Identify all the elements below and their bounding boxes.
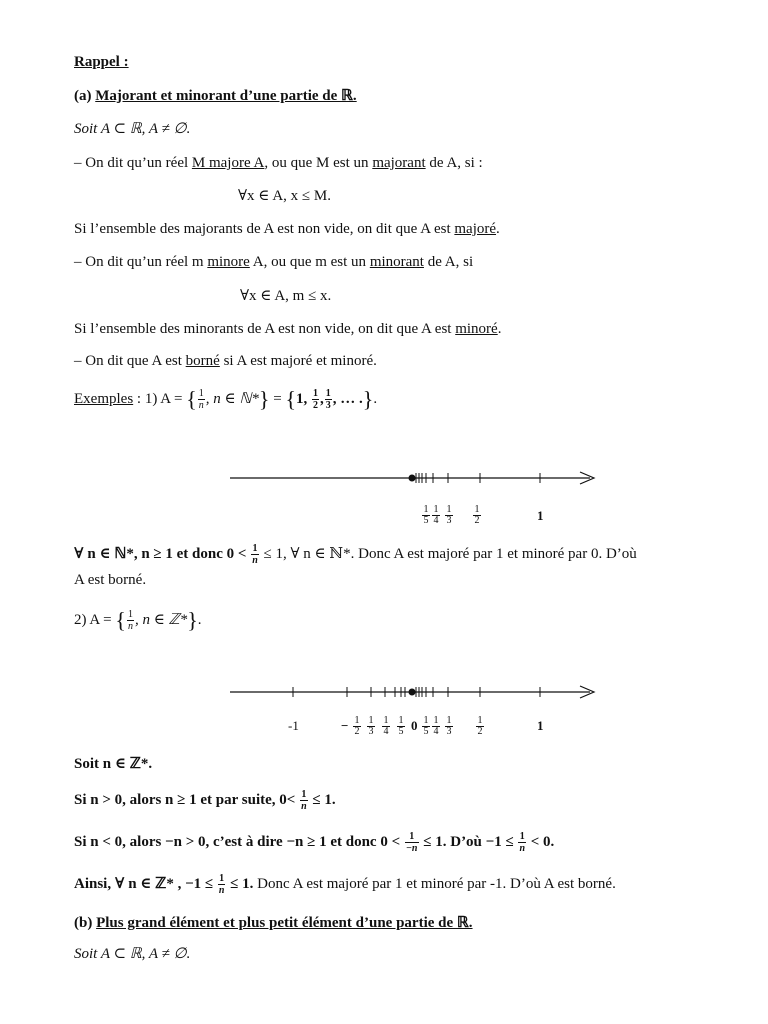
text: ≤ 1, ∀ n ∈ ℕ*. Donc A est majoré par 1 et minoré par 0. D’où xyxy=(259,545,637,562)
text: < 0. xyxy=(527,833,555,850)
fraction-1-n: $\frac{1}{n}$ xyxy=(301,789,307,812)
axis2-label-zero: 0 xyxy=(411,718,418,733)
set-condition: , n ∈ ℕ* xyxy=(205,390,259,407)
minore-conclusion xyxy=(74,319,501,339)
section-a-text: Majorant et minorant d’une partie de ℝ. xyxy=(95,88,357,104)
period: . xyxy=(197,611,202,628)
axis2-label-1-5: 1 5 xyxy=(423,715,429,737)
axis1-label-1-5: 1 5 xyxy=(423,504,429,526)
term-m-majore-a: M majore A xyxy=(191,155,265,171)
equals: = xyxy=(269,390,286,407)
text: Ainsi, ∀ n ∈ ℤ* , −1 ≤ xyxy=(74,875,217,892)
text: ∀ n ∈ ℕ*, n ≥ 1 et donc 0 < xyxy=(74,545,251,562)
soit-last: Soit A ⊂ ℝ, A ≠ ∅. xyxy=(74,946,191,962)
text: – On dit qu’un réel m xyxy=(74,254,208,270)
example-2 xyxy=(74,609,202,632)
brace-open: { xyxy=(186,386,197,412)
axis2-label-neg-one: -1 xyxy=(288,718,299,733)
axis2-label-neg-1-5: 1 5 xyxy=(398,715,404,737)
brace-close-2: } xyxy=(362,386,374,412)
case-positive xyxy=(74,789,336,812)
section-a-title xyxy=(74,86,357,106)
axis2-label-1-2: 1 2 xyxy=(477,715,483,737)
axis2-label-one: 1 xyxy=(537,718,544,733)
example-1-proof xyxy=(74,543,637,566)
axis1-label-1-3: 1 3 xyxy=(446,504,452,526)
text: Si l’ensemble des majorants de A est non vide, on dit que A est xyxy=(74,221,455,237)
fraction-1-n: $\frac{1}{n}$ xyxy=(519,831,525,854)
axis1-label-1-2: 1 2 xyxy=(474,504,480,526)
brace-open: { xyxy=(115,607,126,633)
text: : 1) A = xyxy=(133,390,187,407)
ainsi-conclusion xyxy=(74,873,616,896)
fraction-1-n: $\frac{1}{n}$ xyxy=(127,609,133,632)
brace-close: } xyxy=(258,386,270,412)
origin-dot-2 xyxy=(409,689,416,696)
term-exemples: Exemples xyxy=(74,390,134,407)
axis-arrow-2 xyxy=(580,686,594,698)
text: A, ou que m est un xyxy=(249,254,370,270)
list-one: 1, xyxy=(296,390,311,407)
majore-definition xyxy=(74,153,483,173)
axis2-label-neg-1-3: 1 3 xyxy=(368,715,374,737)
fraction-1-n: $\frac{1}{n}$ xyxy=(218,873,225,896)
text: Donc A est majoré par 1 et minoré par -1. D’où A est borné. xyxy=(253,875,616,892)
case-negative xyxy=(74,831,554,854)
text: de A, si : xyxy=(425,155,483,171)
term-minore: minore xyxy=(207,254,250,270)
fraction-half: $\frac{1}{2}$ xyxy=(313,388,318,411)
text: , ou que M est un xyxy=(264,155,373,171)
fraction-1-n: $\frac{1}{n}$ xyxy=(198,388,204,411)
axis2-minus: − xyxy=(341,718,349,733)
text: Si l’ensemble des minorants de A est non vide, on dit que A est xyxy=(74,321,456,337)
text: Si n > 0, alors n ≥ 1 et par suite, 0< xyxy=(74,791,300,808)
axis2-label-neg-1-2: 1 2 xyxy=(354,715,360,737)
minore-formula: ∀x ∈ A, m ≤ x. xyxy=(240,288,332,304)
term-minorant: minorant xyxy=(369,254,424,270)
text: ≤ 1. xyxy=(308,791,336,808)
list-end: , … . xyxy=(332,390,363,407)
term-minore-adj: minoré xyxy=(455,321,498,337)
axis1-label-1-4: 1 4 xyxy=(433,504,439,526)
term-majorant: majorant xyxy=(372,155,426,171)
text: – On dit qu’un réel xyxy=(74,155,192,171)
soit-line: Soit A ⊂ ℝ, A ≠ ∅. xyxy=(74,121,191,137)
brace-open-2: { xyxy=(285,386,296,412)
term-majore: majoré xyxy=(454,221,497,237)
majore-formula: ∀x ∈ A, x ≤ M. xyxy=(238,188,331,204)
period: . xyxy=(373,390,378,407)
section-b-text: Plus grand élément et plus petit élément d’une partie de ℝ. xyxy=(96,915,473,931)
text: Si n < 0, alors −n > 0, c’est à dire −n ≥ 1 et donc 0 < xyxy=(74,833,404,850)
axis2-label-1-3: 1 3 xyxy=(446,715,452,737)
text: si A est majoré et minoré. xyxy=(219,353,377,369)
axis2-label-1-4: 1 4 xyxy=(433,715,439,737)
example-1: Exemples : 1) A = { $\frac{1}{n}$ , n ∈ ℕ*} = {1, $\frac{1}{2}$ , $\frac{1}{3}$ , … .}. xyxy=(74,386,378,412)
section-b-title xyxy=(74,913,473,933)
axis1-label-one: 1 xyxy=(537,508,544,523)
axis-arrow-1 xyxy=(580,472,594,484)
fraction-1-minus-n: $\frac{1}{-n}$ xyxy=(405,831,418,854)
axis2-label-neg-1-4: 1 4 xyxy=(383,715,389,737)
borne-definition xyxy=(74,351,377,371)
section-b-label: (b) xyxy=(74,915,97,931)
text: ≤ 1. xyxy=(226,875,254,892)
set-condition: , n ∈ ℤ* xyxy=(134,611,188,628)
text: de A, si xyxy=(423,254,474,270)
soit-n-z: Soit n ∈ ℤ*. xyxy=(74,756,153,772)
brace-close: } xyxy=(187,607,198,633)
origin-dot-1 xyxy=(409,475,416,482)
text: . xyxy=(497,321,502,337)
text: – On dit que A est xyxy=(74,353,186,369)
example-1-conclusion: A est borné. xyxy=(74,572,147,588)
majore-conclusion xyxy=(74,219,500,239)
text: ≤ 1. D’où −1 ≤ xyxy=(419,833,518,850)
heading-rappel: Rappel : xyxy=(74,54,129,70)
fraction-1-n: $\frac{1}{n}$ xyxy=(252,543,258,566)
minore-definition xyxy=(74,252,473,272)
text: 2) A = xyxy=(74,611,116,628)
fraction-third: $\frac{1}{3}$ xyxy=(325,388,331,411)
term-borne: borné xyxy=(185,353,220,369)
text: . xyxy=(496,221,500,237)
section-a-label: (a) xyxy=(74,88,92,104)
